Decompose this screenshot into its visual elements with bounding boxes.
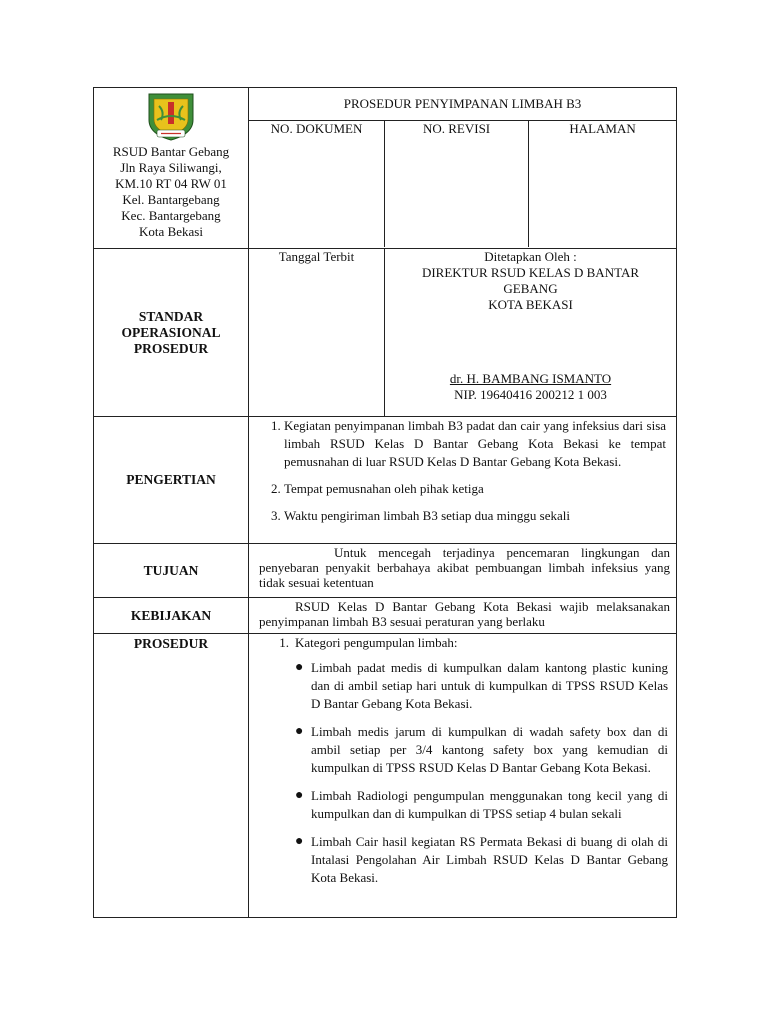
bullet-icon: ●	[295, 724, 304, 739]
sop-label-line: OPERASIONAL	[121, 324, 221, 340]
prosedur-bullet	[295, 787, 668, 823]
tujuan-text: Untuk mencegah terjadinya pencemaran lingkungan dan penyebaran penyakit berbahaya akibat pembuangan limbah infeksius yang tidak sesuai ketentuan	[259, 545, 671, 590]
title-block	[249, 88, 677, 249]
prosedur-step-number: 1.	[279, 635, 289, 650]
no-revisi-header: NO. REVISI	[385, 121, 529, 247]
hospital-address	[94, 144, 248, 240]
pengertian-label-cell	[94, 417, 249, 544]
kebijakan-content	[249, 598, 677, 634]
bullet-icon: ●	[295, 834, 304, 849]
tujuan-label-cell	[94, 544, 249, 598]
direktur-line: KOTA BEKASI	[488, 297, 573, 312]
hospital-line: Jln Raya Siliwangi,	[120, 160, 222, 175]
pengertian-list	[249, 417, 676, 525]
tanggal-terbit: Tanggal Terbit	[278, 249, 355, 264]
ditetapkan-oleh: Ditetapkan Oleh :	[484, 249, 577, 264]
prosedur-bullet-text: Limbah padat medis di kumpulkan dalam kantong plastic kuning dan di ambil setiap hari untuk di kumpulkan di TPSS RSUD Kelas D Bantar Gebang Kota Bekasi.	[311, 660, 669, 711]
prosedur-bullet-text: Limbah medis jarum di kumpulkan di wadah safety box dan di ambil setiap per 3/4 kantong safety box yang kemudian di kumpulkan di TPSS RSUD Kelas D Bantar Gebang Kota Bekasi.	[311, 724, 669, 775]
signer-name: dr. H. BAMBANG ISMANTO	[449, 371, 612, 386]
kebijakan-label: KEBIJAKAN	[130, 607, 212, 623]
document-meta-row	[249, 121, 676, 247]
tujuan-content	[249, 544, 677, 598]
direktur-line: GEBANG	[503, 281, 558, 296]
prosedur-bullet-list	[259, 659, 668, 887]
signer-nip: NIP. 19640416 200212 1 003	[454, 387, 607, 402]
sop-label-line: STANDAR	[138, 308, 204, 324]
hospital-line: RSUD Bantar Gebang	[112, 144, 230, 159]
prosedur-bullet	[295, 833, 668, 887]
sop-label-line: PROSEDUR	[133, 340, 209, 356]
sop-label	[94, 309, 248, 357]
prosedur-step-title: Kategori pengumpulan limbah:	[295, 635, 458, 650]
bekasi-emblem-icon	[143, 90, 199, 142]
pengertian-item: 3. Waktu pengiriman limbah B3 setiap dua minggu sekali	[284, 507, 666, 525]
sop-table	[93, 87, 677, 918]
pengertian-item: 2. Tempat pemusnahan oleh pihak ketiga	[284, 480, 666, 498]
tanggal-terbit-cell	[249, 249, 385, 417]
pengertian-label: PENGERTIAN	[126, 472, 216, 487]
prosedur-bullet	[295, 659, 668, 713]
hospital-line: Kel. Bantargebang	[122, 192, 220, 207]
prosedur-content	[249, 634, 677, 918]
bullet-icon: ●	[295, 660, 304, 675]
sop-label-cell	[94, 249, 249, 417]
no-dokumen-header: NO. DOKUMEN	[249, 121, 385, 247]
hospital-logo	[94, 88, 248, 142]
hospital-cell	[94, 88, 249, 249]
tujuan-label: TUJUAN	[143, 562, 199, 578]
hospital-line: Kec. Bantargebang	[121, 208, 221, 223]
direktur-line: DIREKTUR RSUD KELAS D BANTAR	[421, 265, 640, 280]
prosedur-bullet	[295, 723, 668, 777]
prosedur-label: PROSEDUR	[133, 636, 209, 651]
pengertian-content	[249, 417, 677, 544]
prosedur-step	[259, 634, 668, 651]
pengertian-item: 1. Kegiatan penyimpanan limbah B3 padat dan cair yang infeksius dari sisa limbah RSUD Kelas D Bantar Gebang Kota Bekasi ke tempat pemusnahan di luar RSUD Kelas D Bantar Gebang Kota Bekasi.	[284, 417, 666, 471]
kebijakan-text: RSUD Kelas D Bantar Gebang Kota Bekasi wajib melaksanakan penyimpanan limbah B3 sesuai peraturan yang berlaku	[259, 599, 671, 629]
ditetapkan-cell	[385, 249, 677, 417]
prosedur-bullet-text: Limbah Cair hasil kegiatan RS Permata Bekasi di buang di olah di Intalasi Pengolahan Air Limbah RSUD Kelas D Bantar Gebang Kota Bekasi.	[311, 834, 669, 885]
halaman-header: HALAMAN	[569, 121, 636, 136]
prosedur-label-cell	[94, 634, 249, 918]
hospital-line: KM.10 RT 04 RW 01	[115, 176, 227, 191]
kebijakan-label-cell	[94, 598, 249, 634]
hospital-line: Kota Bekasi	[139, 224, 203, 239]
prosedur-bullet-text: Limbah Radiologi pengumpulan menggunakan tong kecil yang di kumpulkan dan di kumpulkan di TPSS setiap 4 bulan sekali	[311, 788, 669, 821]
document-title: PROSEDUR PENYIMPANAN LIMBAH B3	[249, 88, 676, 121]
bullet-icon: ●	[295, 788, 304, 803]
